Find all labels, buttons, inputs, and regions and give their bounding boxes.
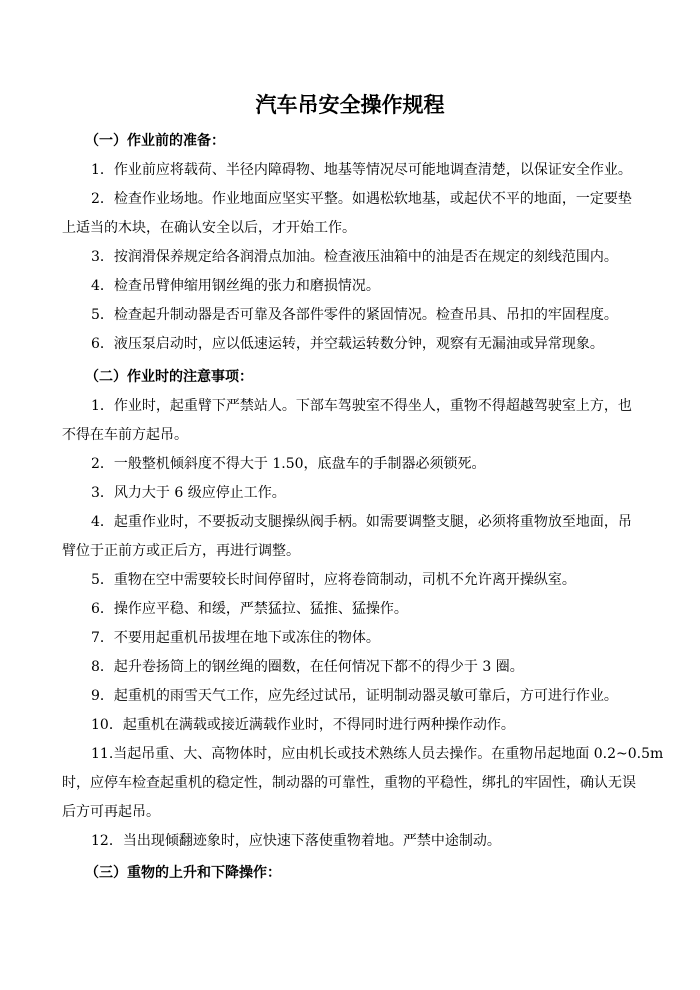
paragraph-line: 后方可再起吊。 (62, 804, 160, 820)
paragraph-line: 1．作业时，起重臂下严禁站人。下部车驾驶室不得坐人，重物不得超越驾驶室上方，也 (91, 398, 632, 414)
paragraph-line: 9．起重机的雨雪天气工作，应先经过试吊，证明制动器灵敏可靠后，方可进行作业。 (91, 688, 618, 704)
section-heading: （二）作业时的注意事项： (85, 369, 253, 385)
paragraph-line: 6．液压泵启动时，应以低速运转，并空载运转数分钟，观察有无漏油或异常现象。 (91, 336, 604, 352)
paragraph-line: 5．检查起升制动器是否可靠及各部件零件的紧固情况。检查吊具、吊扣的牢固程度。 (91, 307, 618, 323)
paragraph-line: 臂位于正前方或正后方，再进行调整。 (62, 543, 300, 559)
paragraph-line: 4．起重作业时，不要扳动支腿操纵阀手柄。如需要调整支腿，必须将重物放至地面，吊 (91, 514, 632, 530)
section-3 (62, 859, 642, 888)
paragraph-line: 2．检查作业场地。作业地面应坚实平整。如遇松软地基，或起伏不平的地面，一定要垫 (91, 191, 632, 207)
paragraph-line: 3．按润滑保养规定给各润滑点加油。检查液压油箱中的油是否在规定的刻线范围内。 (91, 249, 618, 265)
paragraph-line: 11.当起吊重、大、高物体时，应由机长或技术熟练人员去操作。在重物吊起地面 0.2~0.5m (91, 746, 664, 762)
paragraph-line: 2．一般整机倾斜度不得大于 1.50，底盘车的手制器必须锁死。 (91, 456, 486, 472)
paragraph-line: 8．起升卷扬筒上的钢丝绳的圈数，在任何情况下都不的得少于 3 圈。 (91, 659, 524, 675)
document-title: 汽车吊安全操作规程 (255, 93, 445, 117)
paragraph-line: 3．风力大于 6 级应停止工作。 (91, 485, 286, 501)
paragraph-line: 上适当的木块，在确认安全以后，才开始工作。 (62, 220, 356, 236)
section-heading: （三）重物的上升和下降操作： (85, 865, 281, 881)
paragraph-line: 6．操作应平稳、和缓，严禁猛拉、猛推、猛操作。 (91, 601, 408, 617)
section-1 (62, 127, 642, 359)
paragraph-line: 10．起重机在满载或接近满载作业时，不得同时进行两种操作动作。 (91, 717, 515, 733)
section-2 (62, 363, 664, 856)
paragraph-line: 时，应停车检查起重机的稳定性，制动器的可靠性，重物的平稳性，绑扎的牢固性，确认无误 (62, 775, 636, 791)
paragraph-line: 1．作业前应将载荷、半径内障碍物、地基等情况尽可能地调查清楚，以保证安全作业。 (91, 162, 632, 178)
paragraph-line: 12．当出现倾翻迹象时，应快速下落使重物着地。严禁中途制动。 (91, 833, 501, 849)
paragraph-line: 不得在车前方起吊。 (62, 427, 188, 443)
section-heading: （一）作业前的准备： (85, 133, 225, 149)
paragraph-line: 5．重物在空中需要较长时间停留时，应将卷筒制动，司机不允许离开操纵室。 (91, 572, 576, 588)
paragraph-line: 7．不要用起重机吊拔埋在地下或冻住的物体。 (91, 630, 380, 646)
paragraph-line: 4．检查吊臂伸缩用钢丝绳的张力和磨损情况。 (91, 278, 380, 294)
